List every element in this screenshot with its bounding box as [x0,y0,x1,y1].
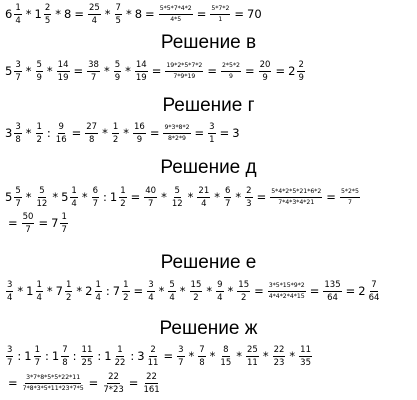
fraction-denominator: 161 [143,385,160,395]
fraction-denominator: 19 [57,73,69,83]
fraction [144,186,157,209]
math-number: 3 [232,125,240,140]
mixed-number-whole: 6 [5,6,13,21]
math-operator: = [149,125,160,140]
math-operator: = [234,6,245,21]
fraction-numerator: 3*5*15*9*2 [268,282,306,292]
fraction [197,186,210,209]
math-operator: * [76,283,83,298]
fraction-denominator: 4 [15,16,21,26]
fraction-denominator: 64 [327,293,338,303]
fraction-denominator: 7*8*3*5*11*23*7*5 [22,385,84,392]
fraction [245,186,252,209]
math-operator: = [145,6,155,21]
fraction-numerator: 6 [92,186,98,196]
fraction-denominator: 2 [123,293,129,303]
fraction [57,60,70,83]
fraction-numerator: 22 [273,345,285,355]
fraction-numerator: 3 [209,122,215,132]
math-operator: * [25,6,32,21]
math-operator: = [71,125,82,140]
fraction-numerator: 14 [135,60,147,70]
fraction-denominator: 7 [15,73,21,83]
fraction [163,124,190,143]
fraction-numerator: 22 [146,372,157,382]
math-number: 70 [247,6,262,21]
fraction-denominator: 9 [136,135,143,145]
math-operator: * [125,63,131,78]
math-operator: = [194,125,205,140]
fraction-numerator: 5 [15,186,21,196]
fraction [88,3,101,26]
fraction-numerator: 7 [371,280,377,290]
fraction-denominator: 4*5 [170,16,182,23]
fraction [81,345,94,368]
fraction-numerator: 1 [123,280,129,290]
fraction-denominator: 7 [347,199,352,206]
mixed-number-whole: 1 [51,348,60,363]
fraction-denominator: 4 [36,293,42,303]
math-operator: * [81,189,88,204]
fraction [216,280,223,303]
math-number: 8 [134,6,143,21]
fraction-numerator: 1 [36,280,42,290]
fraction-numerator: 22 [108,372,119,382]
fraction [299,345,312,368]
math-operator: * [209,348,216,363]
fraction-numerator: 2 [150,345,156,355]
fraction [14,186,21,209]
fraction-denominator: 4 [169,293,175,303]
math-number: 8 [64,6,72,21]
math-operator: = [219,125,230,140]
fraction-numerator: 8 [223,345,229,355]
fraction-numerator: 15 [238,280,250,290]
fraction-numerator: 5 [36,60,42,70]
fraction-numerator: 2*5*2 [221,62,241,72]
fraction [159,5,193,24]
fraction-numerator: 5 [114,60,121,70]
mixed-number-whole: 1 [104,348,112,363]
fraction-denominator: 11 [147,358,159,368]
math-operator: * [262,348,269,363]
mixed-number-whole: 1 [26,283,34,298]
fraction-numerator: 9 [217,280,223,290]
fraction-denominator: 4 [71,199,77,209]
fraction [340,188,360,207]
mixed-number-whole: 5 [5,63,13,78]
fraction-numerator: 3 [15,122,21,132]
fraction-denominator: 12 [36,199,48,209]
fraction [208,122,215,145]
fraction-numerator: 5*2*5 [340,188,360,198]
fraction-denominator: 8 [62,358,68,368]
fraction [44,3,51,26]
math-operator: * [52,189,59,204]
fraction-denominator: 7*4*3*4*21 [278,199,315,206]
math-operator: = [8,375,18,390]
math-operator: * [102,125,108,140]
fraction [171,186,184,209]
math-operator: = [196,6,207,21]
fraction [34,345,41,368]
fraction [36,186,49,209]
fraction-numerator: 9 [58,122,64,132]
mixed-number-whole: 3 [137,348,145,363]
fraction-denominator: 7 [25,225,31,235]
fraction-denominator: 2 [240,293,247,303]
equation-zh-line1 [5,345,313,368]
fraction-numerator: 19*2*5*7*2 [165,62,203,72]
heading-solution-d: Решение д [160,157,257,178]
math-operator: = [275,63,286,78]
fraction [22,212,35,235]
math-operator: * [188,348,195,363]
math-operator: * [55,6,61,21]
math-operator: = [256,189,267,204]
fraction-numerator: 7 [62,345,68,355]
fraction-denominator: 4 [91,16,98,26]
fraction-numerator: 27 [86,122,98,132]
math-operator: : [105,283,110,298]
fraction [224,186,231,209]
fraction [114,60,121,83]
fraction-denominator: 16 [55,135,67,145]
fraction-denominator: 4 [148,293,154,303]
fraction-denominator: 4 [7,293,13,303]
math-operator: * [125,6,132,21]
fraction [297,60,304,83]
math-operator: = [309,283,320,298]
fraction-denominator: 7 [90,73,97,83]
fraction-denominator: 64 [368,293,380,303]
math-operator: * [25,189,32,204]
fraction-denominator: 9 [298,73,304,83]
fraction-numerator: 1 [66,280,72,290]
fraction [147,345,160,368]
fraction-denominator: 2 [193,293,199,303]
fraction-numerator: 5 [169,280,175,290]
math-operator: * [161,189,167,204]
fraction-denominator: 8 [199,358,205,368]
math-operator: : [97,348,102,363]
fraction [168,280,175,303]
fraction-numerator: 1 [34,345,41,355]
math-operator: = [151,63,162,78]
heading-solution-v: Решение в [160,32,257,53]
math-operator: = [254,283,264,298]
fraction-denominator: 7*9*19 [173,73,196,80]
fraction-denominator: 9 [229,73,233,80]
math-operator: * [25,125,32,140]
fraction [210,5,230,24]
fraction-numerator: 38 [88,60,99,70]
math-operator: * [46,63,53,78]
math-operator: * [158,283,165,298]
fraction [36,60,43,83]
math-operator: : [17,348,22,363]
fraction [165,62,203,81]
fraction-denominator: 7 [92,199,98,209]
fraction [147,280,154,303]
fraction [177,345,184,368]
mixed-number-whole: 5 [61,189,69,204]
fraction [119,186,126,209]
fraction [237,280,250,303]
math-operator: * [103,63,110,78]
fraction [368,280,381,303]
fraction-denominator: 19 [135,73,147,83]
math-operator: * [206,283,213,298]
fraction [246,345,259,368]
fraction [92,186,99,209]
fraction-numerator: 11 [300,345,311,355]
equation-d-line2 [5,212,69,235]
fraction-numerator: 7 [199,345,205,355]
math-operator: = [326,189,336,204]
fraction [22,374,85,393]
fraction-denominator: 4 [217,293,223,303]
fraction-numerator: 3 [7,345,13,355]
fraction-numerator: 15 [190,280,202,290]
mixed-number-whole: 1 [109,189,118,204]
math-operator: * [235,189,242,204]
fraction-denominator: 8*2*9 [168,135,186,142]
fraction-denominator: 7 [7,358,13,368]
fraction-denominator: 5 [44,16,51,26]
heading-solution-g: Решение г [162,95,255,116]
fraction [87,60,100,83]
mixed-number-whole: 2 [358,283,366,298]
equation-a [5,3,262,26]
fraction [60,212,67,235]
fraction [61,345,68,368]
math-operator: * [227,283,234,298]
fraction [36,280,43,303]
math-operator: * [187,189,194,204]
fraction [190,280,203,303]
fraction-denominator: 22 [114,358,126,368]
fraction-numerator: 5*4*2*5*21*6*2 [270,188,322,198]
fraction-denominator: 5 [115,16,121,26]
mixed-number-whole: 5 [5,189,13,204]
fraction-denominator: 4 [201,199,207,209]
math-operator: = [163,348,174,363]
fraction-numerator: 135 [324,280,341,290]
fraction [133,122,146,145]
fraction-numerator: 6 [225,186,231,196]
fraction-numerator: 1 [120,186,126,196]
fraction-numerator: 5*7*2 [210,5,230,15]
fraction [112,122,119,145]
math-operator: * [179,283,186,298]
fraction-denominator: 4*4*2*4*15 [268,293,305,300]
fraction-denominator: 12 [171,199,183,209]
fraction-denominator: 7*23 [103,385,124,395]
fraction [85,122,98,145]
mixed-number-whole: 7 [51,215,59,230]
fraction-numerator: 3*7*8*5*5*22*11 [25,374,81,384]
math-operator: = [345,283,356,298]
mixed-number-whole: 7 [55,283,63,298]
equation-zh-line2 [5,372,162,395]
math-operator: * [25,63,32,78]
mixed-number-whole: 1 [24,348,32,363]
fraction-denominator: 7 [178,358,184,368]
fraction [14,60,21,83]
fraction [221,62,241,81]
fraction [114,345,127,368]
fraction [14,3,21,26]
fraction [135,60,148,83]
fraction-denominator: 1 [218,16,223,23]
mixed-number-whole: 2 [288,63,296,78]
math-operator: * [46,283,53,298]
fraction [102,372,124,395]
math-operator: * [289,348,296,363]
math-operator: : [45,348,49,363]
fraction-denominator: 2 [120,199,126,209]
math-operator: = [73,63,84,78]
fraction-numerator: 1 [61,212,67,222]
math-operator: : [46,125,51,140]
fraction-numerator: 3 [7,280,13,290]
math-operator: = [8,215,18,230]
math-operator: : [103,189,107,204]
fraction-denominator: 7 [225,199,231,209]
fraction [198,345,205,368]
math-operator: = [38,215,49,230]
math-operator: : [72,348,77,363]
fraction-numerator: 1 [95,280,101,290]
fraction-denominator: 9 [262,73,268,83]
fraction-denominator: 2 [66,293,72,303]
math-operator: = [133,283,144,298]
fraction-numerator: 5*5*7*4*2 [159,5,193,15]
fraction-numerator: 5 [174,186,180,196]
fraction-numerator: 25 [247,345,258,355]
fraction [122,280,129,303]
fraction-numerator: 1 [15,3,21,13]
fraction-denominator: 7 [15,199,21,209]
fraction [55,122,68,145]
fraction-denominator: 11 [247,358,258,368]
fraction [6,345,13,368]
fraction [270,188,322,207]
fraction-denominator: 23 [273,358,285,368]
math-operator: = [128,375,139,390]
fraction-numerator: 7 [115,3,121,13]
fraction [14,122,21,145]
fraction-denominator: 7 [34,358,41,368]
math-operator: = [130,189,141,204]
fraction-numerator: 3 [178,345,184,355]
fraction-denominator: 7 [147,199,154,209]
fraction-denominator: 1 [209,135,215,145]
fraction-numerator: 11 [81,345,93,355]
fraction-numerator: 1 [112,122,119,132]
math-operator: = [245,63,255,78]
equation-d-line1 [5,186,361,209]
fraction [6,280,13,303]
fraction-denominator: 9 [114,73,121,83]
mixed-number-whole: 2 [85,283,93,298]
fraction-numerator: 50 [22,212,34,222]
fraction-denominator: 7 [61,225,67,235]
fraction-denominator: 35 [300,358,311,368]
fraction [259,60,272,83]
fraction-denominator: 15 [220,358,232,368]
math-operator: = [88,375,99,390]
fraction-numerator: 2 [298,60,304,70]
mixed-number-whole: 7 [112,283,121,298]
fraction [70,186,77,209]
fraction [273,345,286,368]
fraction-denominator: 3 [246,199,252,209]
fraction-numerator: 3 [148,280,154,290]
equation-e [5,280,381,303]
equation-v [5,60,306,83]
fraction [219,345,232,368]
math-operator: = [207,63,217,78]
math-operator: * [236,348,242,363]
fraction-denominator: 8 [88,135,95,145]
math-operator: = [74,6,84,21]
heading-solution-zh: Решение ж [159,318,258,339]
fraction-denominator: 25 [81,358,93,368]
math-operator: * [104,6,111,21]
heading-solution-e: Решение е [160,252,257,273]
fraction-denominator: 4 [95,293,101,303]
fraction-numerator: 25 [88,3,100,13]
fraction-numerator: 40 [145,186,157,196]
math-operator: * [17,283,24,298]
math-operator: : [130,348,135,363]
fraction-numerator: 21 [198,186,210,196]
math-operator: * [123,125,130,140]
fraction-numerator: 1 [71,186,77,196]
fraction [95,280,102,303]
fraction-denominator: 2 [36,135,42,145]
fraction-numerator: 2 [246,186,252,196]
fraction-numerator: 20 [259,60,271,70]
mixed-number-whole: 1 [34,6,42,21]
fraction-numerator: 16 [134,122,145,132]
equation-g [5,122,240,145]
fraction-denominator: 9 [36,73,42,83]
fraction-numerator: 1 [117,345,123,355]
mixed-number-whole: 3 [5,125,13,140]
fraction-numerator: 3 [15,60,21,70]
fraction [115,3,122,26]
math-operator: * [214,189,220,204]
fraction [268,282,306,301]
fraction-numerator: 2 [44,3,51,13]
fraction [323,280,341,303]
fraction-numerator: 14 [57,60,69,70]
fraction-numerator: 1 [36,122,42,132]
fraction [36,122,43,145]
fraction [65,280,72,303]
fraction-denominator: 8 [15,135,21,145]
fraction-numerator: 9*3*8*2 [163,124,190,134]
fraction-numerator: 5 [39,186,45,196]
fraction-denominator: 2 [112,135,119,145]
fraction [142,372,160,395]
